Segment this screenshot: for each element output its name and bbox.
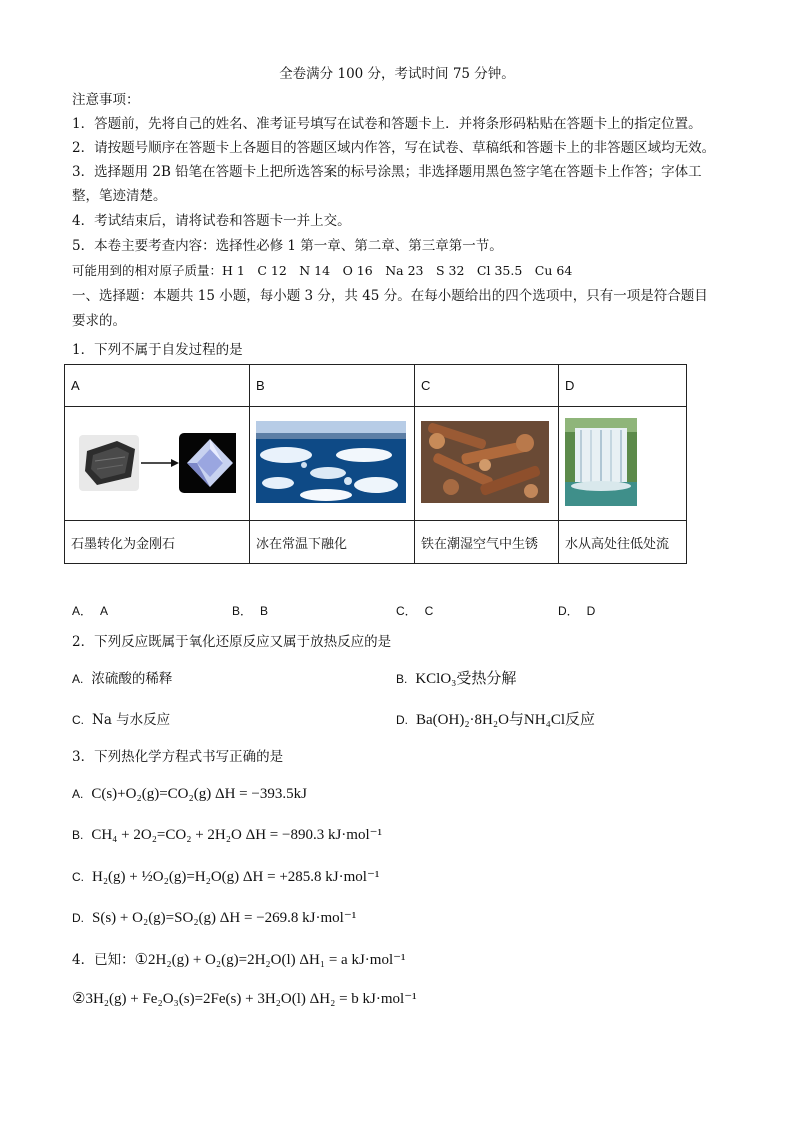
note-3: 3．选择题用 2B 铅笔在答题卡上把所选答案的标号涂黑；非选择题用黑色签字笔在答题卡上作答；字体工	[72, 164, 702, 180]
q1-option-c[interactable]	[396, 600, 441, 622]
q1-col-d-image-cell	[559, 407, 687, 521]
q2-option-a[interactable]	[72, 668, 172, 690]
q3-option-c-label: C.	[72, 870, 84, 884]
waterfall-image	[565, 418, 637, 506]
q1-col-a-caption: 石墨转化为金刚石	[65, 521, 250, 564]
q2-option-b-label: B.	[396, 672, 408, 686]
q1-option-b[interactable]	[232, 600, 276, 622]
q1-option-d-text: D	[586, 604, 596, 618]
q3-option-a-text: C(s)+O₂(g)=CO₂(g) ΔH = −393.5kJ	[91, 786, 307, 802]
q2-option-d-text: Ba(OH)₂·8H₂O与NH₄Cl反应	[416, 712, 596, 728]
q3-option-d-label: D.	[72, 911, 84, 925]
q1-option-b-label: B．	[232, 604, 253, 618]
q1-stem: 1．下列不属于自发过程的是	[72, 342, 243, 358]
q2-option-c-text: Na 与水反应	[92, 712, 171, 728]
q2-option-b-text: KClO₃受热分解	[415, 671, 517, 687]
q3-option-b-text: CH₄ + 2O₂=CO₂ + 2H₂O ΔH = −890.3 kJ·mol⁻¹	[91, 827, 383, 843]
q1-col-c-caption: 铁在潮湿空气中生锈	[415, 521, 559, 564]
q1-option-a-text: A	[100, 604, 109, 618]
q3-option-c[interactable]	[72, 866, 379, 888]
q1-col-a-image-cell	[65, 407, 250, 521]
q1-option-c-text: C	[424, 604, 434, 618]
q1-col-b-caption: 冰在常温下融化	[250, 521, 415, 564]
q2-option-d-label: D.	[396, 713, 408, 727]
q1-option-a[interactable]	[72, 600, 116, 622]
note-5: 5．本卷主要考查内容：选择性必修 1 第一章、第二章、第三章第一节。	[72, 238, 503, 254]
q1-col-a-label: A	[65, 365, 250, 407]
q2-option-c[interactable]	[72, 709, 170, 731]
atomic-masses: 可能用到的相对原子质量：H 1 C 12 N 14 O 16 Na 23 S 32 Cl 35.5 Cu 64	[72, 263, 573, 278]
q2-stem: 2．下列反应既属于氧化还原反应又属于放热反应的是	[72, 634, 392, 650]
q4-stem	[72, 949, 406, 971]
q1-col-c-label: C	[415, 365, 559, 407]
q1-option-b-text: B	[260, 604, 269, 618]
note-1: 1．答题前，先将自己的姓名、准考证号填写在试卷和答题卡上．并将条形码粘贴在答题卡上的指定位置。	[72, 116, 702, 132]
section1-intro-cont: 要求的。	[72, 313, 126, 329]
q1-option-a-label: A．	[72, 604, 93, 618]
q1-col-d-caption: 水从高处往低处流	[559, 521, 687, 564]
note-4: 4．考试结束后，请将试卷和答题卡一并上交。	[72, 213, 351, 229]
q1-option-c-label: C．	[396, 604, 417, 618]
q3-option-b[interactable]	[72, 824, 382, 846]
q3-option-c-text: H₂(g) + ½O₂(g)=H₂O(g) ΔH = +285.8 kJ·mol⁻¹	[92, 869, 380, 885]
q1-option-d[interactable]	[558, 600, 603, 622]
q2-option-d[interactable]	[396, 709, 595, 731]
q1-col-d-label: D	[559, 365, 687, 407]
notes-title: 注意事项：	[72, 92, 140, 108]
q3-option-d[interactable]	[72, 907, 356, 929]
q4-equation-2: ②3H₂(g) + Fe₂O₃(s)=2Fe(s) + 3H₂O(l) ΔH₂ = b kJ·mol⁻¹	[72, 991, 417, 1007]
rusty-bolts-image	[421, 421, 549, 503]
q1-option-d-label: D．	[558, 604, 579, 618]
q2-option-c-label: C.	[72, 713, 84, 727]
q3-option-d-text: S(s) + O₂(g)=SO₂(g) ΔH = −269.8 kJ·mol⁻¹	[92, 910, 357, 926]
q3-option-a-label: A.	[72, 787, 84, 801]
q3-option-a[interactable]	[72, 783, 307, 805]
q2-option-a-label: A.	[72, 672, 84, 686]
q1-col-c-image-cell	[415, 407, 559, 521]
melting-ice-image	[256, 421, 406, 503]
q1-col-b-image-cell	[250, 407, 415, 521]
q3-option-b-label: B.	[72, 828, 84, 842]
q2-option-a-text: 浓硫酸的稀释	[91, 671, 173, 687]
note-3-cont: 整，笔迹清楚。	[72, 188, 167, 204]
q1-col-b-label: B	[250, 365, 415, 407]
q4-equation-1: ①2H₂(g) + O₂(g)=2H₂O(l) ΔH₁ = a kJ·mol⁻¹	[134, 952, 406, 968]
note-2: 2．请按题号顺序在答题卡上各题目的答题区域内作答，写在试卷、草稿纸和答题卡上的非答题区域均无效。	[72, 140, 716, 156]
section1-intro: 一、选择题：本题共 15 小题，每小题 3 分，共 45 分。在每小题给出的四个选项中，只有一项是符合题目	[72, 288, 708, 304]
q3-stem: 3．下列热化学方程式书写正确的是	[72, 749, 284, 765]
graphite-to-diamond-image	[71, 427, 236, 497]
q2-option-b[interactable]	[396, 668, 516, 690]
q4-stem-prefix: 4．已知：	[72, 952, 135, 968]
q1-table	[64, 364, 687, 564]
score-time-line: 全卷满分 100 分，考试时间 75 分钟。	[279, 66, 515, 82]
